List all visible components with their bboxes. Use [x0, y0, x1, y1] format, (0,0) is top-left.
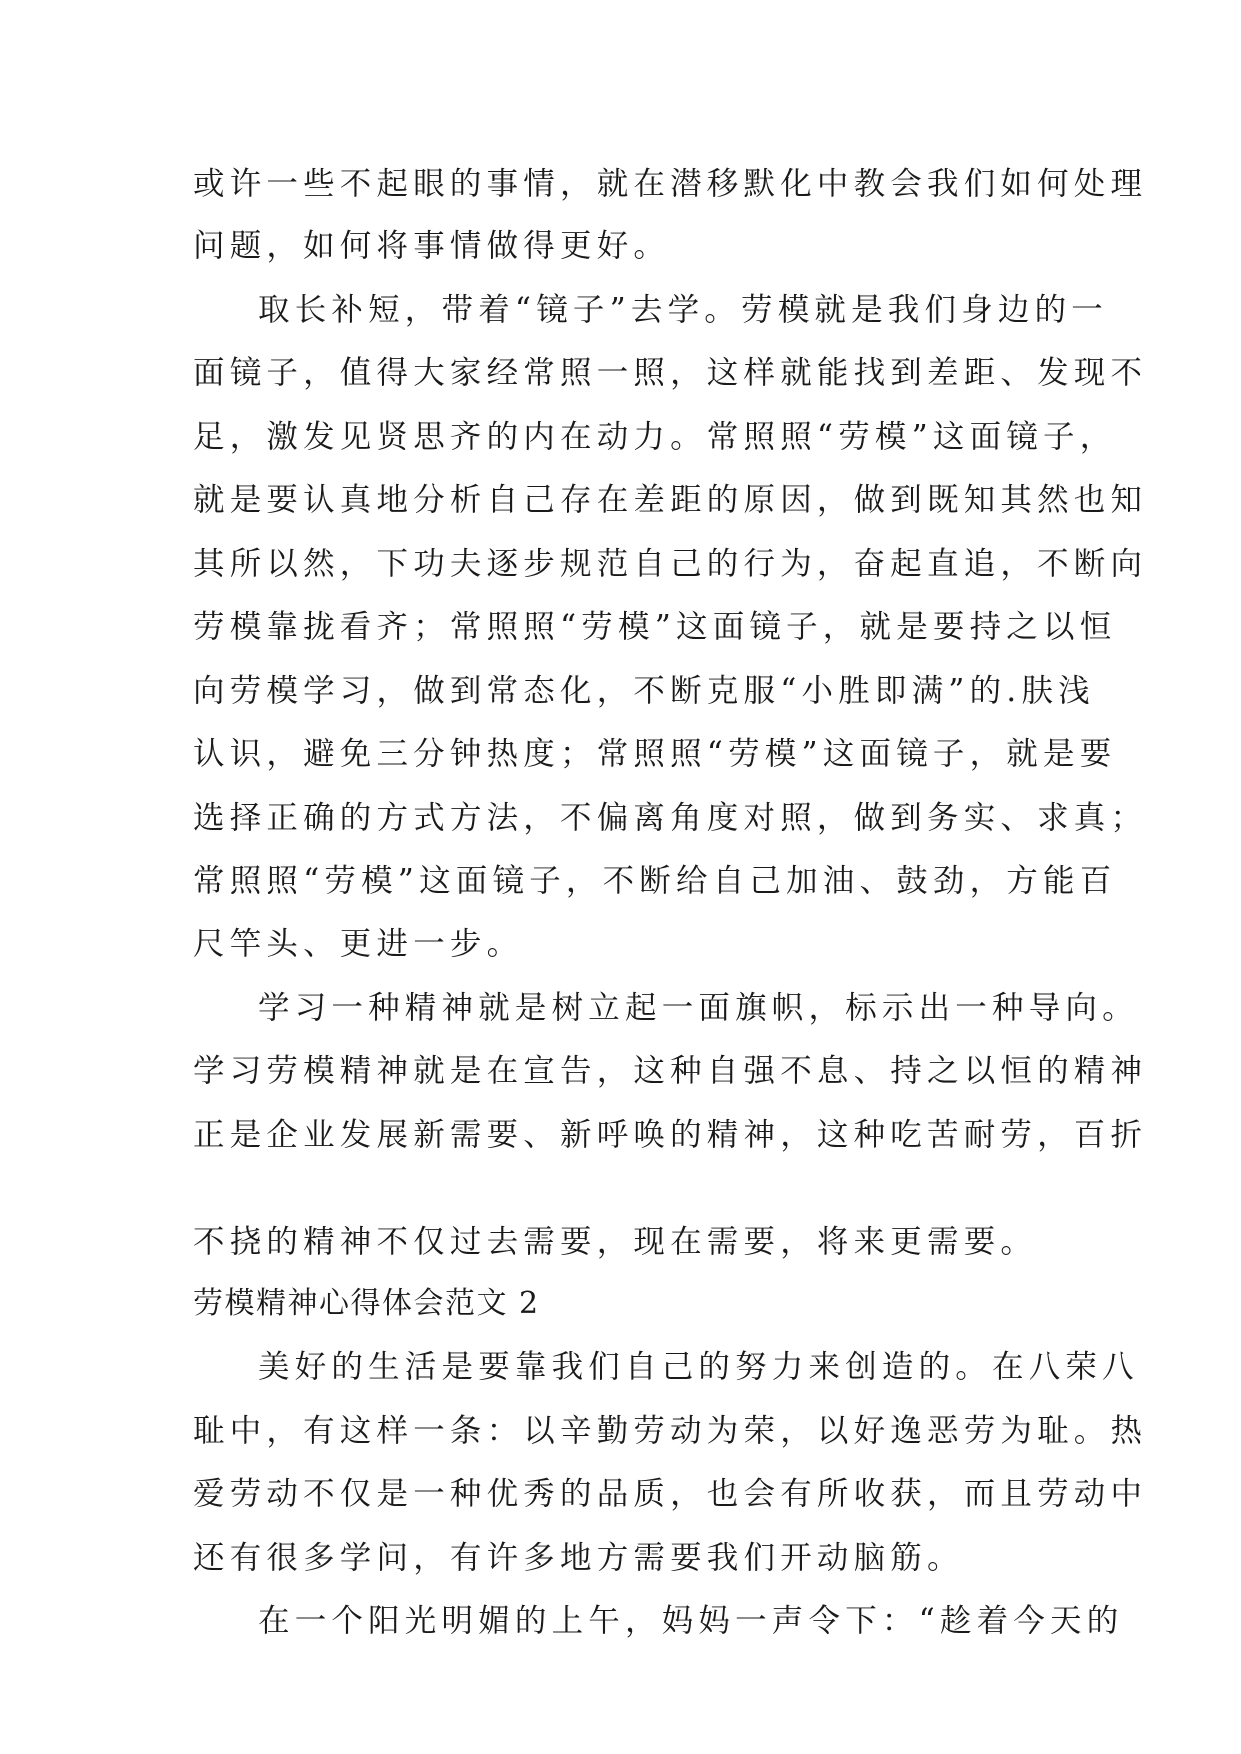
paragraph-line: 问题，如何将事情做得更好。 [193, 228, 671, 264]
paragraph-line: 还有很多学问，有许多地方需要我们开动脑筋。 [193, 1540, 964, 1576]
paragraph-line: 学习劳模精神就是在宣告，这种自强不息、持之以恒的精神 [193, 1053, 1148, 1089]
paragraph-line: 在一个阳光明媚的上午，妈妈一声令下：“趁着今天的 [258, 1603, 1124, 1639]
paragraph-line: 尺竿头、更进一步。 [193, 926, 524, 962]
paragraph-line: 正是企业发展新需要、新呼唤的精神，这种吃苦耐劳，百折 [193, 1117, 1148, 1153]
paragraph-line: 就是要认真地分析自己存在差距的原因，做到既知其然也知 [193, 482, 1148, 518]
paragraph-line: 学习一种精神就是树立起一面旗帜，标示出一种导向。 [258, 990, 1139, 1026]
paragraph-line: 耻中，有这样一条：以辛勤劳动为荣，以好逸恶劳为耻。热 [193, 1413, 1148, 1449]
paragraph-line: 不挠的精神不仅过去需要，现在需要，将来更需要。 [193, 1224, 1038, 1260]
paragraph-line: 面镜子，值得大家经常照一照，这样就能找到差距、发现不 [193, 355, 1148, 391]
paragraph-line: 取长补短，带着“镜子”去学。劳模就是我们身边的一 [258, 292, 1109, 328]
paragraph-line: 美好的生活是要靠我们自己的努力来创造的。在八荣八 [258, 1349, 1139, 1385]
paragraph-line: 认识，避免三分钟热度；常照照“劳模”这面镜子，就是要 [193, 736, 1117, 772]
paragraph-line: 爱劳动不仅是一种优秀的品质，也会有所收获，而且劳动中 [193, 1476, 1148, 1512]
paragraph-line: 足，激发见贤思齐的内在动力。常照照“劳模”这面镜子， [193, 419, 1117, 455]
paragraph-line: 选择正确的方式方法，不偏离角度对照，做到务实、求真； [193, 800, 1148, 836]
section-title: 劳模精神心得体会范文 2 [193, 1286, 540, 1321]
paragraph-line: 常照照“劳模”这面镜子，不断给自己加油、鼓劲，方能百 [193, 863, 1117, 899]
paragraph-line: 或许一些不起眼的事情，就在潜移默化中教会我们如何处理 [193, 166, 1148, 202]
paragraph-line: 其所以然，下功夫逐步规范自己的行为，奋起直追，不断向 [193, 546, 1148, 582]
paragraph-line: 向劳模学习，做到常态化，不断克服“小胜即满”的.肤浅 [193, 673, 1095, 709]
paragraph-line: 劳模靠拢看齐；常照照“劳模”这面镜子，就是要持之以恒 [193, 609, 1117, 645]
